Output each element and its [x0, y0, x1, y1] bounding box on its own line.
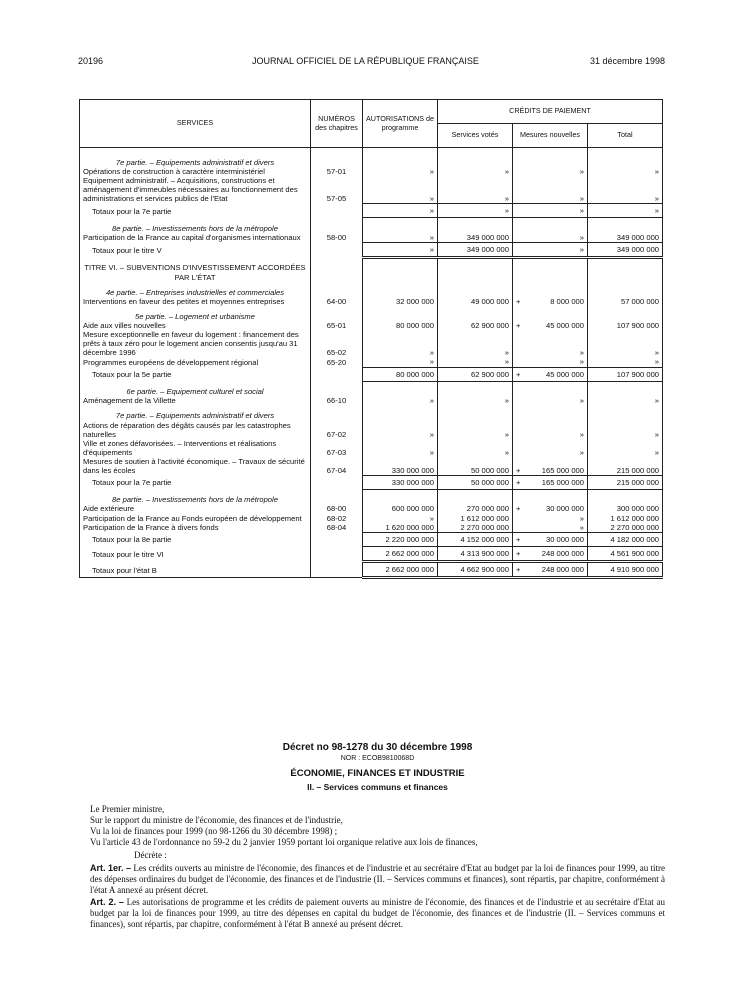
mesures-nouvelles-value — [513, 561, 588, 577]
table-row — [80, 204, 663, 218]
col-header-services: SERVICES — [80, 100, 311, 148]
budget-table — [79, 99, 663, 579]
mesures-nouvelles-value — [513, 532, 588, 546]
table-row — [80, 167, 663, 176]
autorisation-value: » — [363, 396, 438, 405]
services-votes-value: » — [438, 396, 513, 405]
chapter-number — [311, 242, 363, 257]
empty-cell — [438, 306, 513, 321]
empty-cell — [438, 282, 513, 297]
mesures-nouvelles-amount: 165 000 000 — [541, 465, 584, 475]
service-label: Ville et zones défavorisées. – Interventions et réalisations d'équipements — [80, 439, 311, 457]
total-value: 1 612 000 000 — [588, 514, 663, 523]
chapter-number: 67-04 — [311, 457, 363, 475]
services-votes-value: 62 900 000 — [438, 367, 513, 381]
service-label: Equipement administratif. – Acquisitions, constructions et aménagement d'immeubles nécessaires au fonctionnement des administrations et services publics de l'Etat — [80, 176, 311, 203]
mesures-nouvelles-amount: » — [579, 513, 584, 523]
decree-nor: NOR : ECOB9810068D — [340, 755, 415, 762]
mesures-nouvelles-amount: 30 000 000 — [545, 534, 584, 544]
article-1 — [90, 863, 665, 896]
empty-cell — [438, 405, 513, 420]
services-votes-value: » — [438, 176, 513, 203]
table-row — [80, 242, 663, 257]
empty-cell — [513, 306, 588, 321]
decree — [90, 742, 665, 930]
services-votes-value: 4 662 900 000 — [438, 561, 513, 577]
mesures-nouvelles-value — [513, 233, 588, 243]
mesures-nouvelles-value — [513, 204, 588, 218]
total-label: Totaux pour la 7e partie — [80, 204, 311, 218]
journal-title: JOURNAL OFFICIEL DE LA RÉPUBLIQUE FRANÇAISE — [252, 56, 479, 66]
empty-cell — [363, 306, 438, 321]
table-row — [80, 457, 663, 475]
col-header-credits: CRÉDITS DE PAIEMENT — [438, 100, 663, 124]
total-value: » — [588, 330, 663, 357]
autorisation-value: » — [363, 176, 438, 203]
empty-cell — [311, 405, 363, 420]
autorisation-value: » — [363, 357, 438, 367]
service-label: Opérations de construction à caractère interministériel — [80, 167, 311, 176]
empty-cell — [513, 381, 588, 396]
table-row — [80, 561, 663, 577]
chapter-number: 68-04 — [311, 523, 363, 533]
chapter-number: 65-20 — [311, 357, 363, 367]
total-label: Totaux pour la 5e partie — [80, 367, 311, 381]
table-row — [80, 321, 663, 330]
services-votes-value: » — [438, 357, 513, 367]
empty-cell — [588, 381, 663, 396]
services-votes-value: 270 000 000 — [438, 504, 513, 513]
service-label: Aide extérieure — [80, 504, 311, 513]
chapter-number: 58-00 — [311, 233, 363, 243]
total-value: 215 000 000 — [588, 475, 663, 489]
col-header-mesures-nouvelles: Mesures nouvelles — [513, 124, 588, 148]
mesures-nouvelles-value — [513, 421, 588, 439]
empty-cell — [363, 152, 438, 167]
table-row — [80, 233, 663, 243]
service-label: Mesure exceptionnelle en faveur du logement : financement des prêts à taux zéro pour le logement ancien consentis jusqu'au 31 décembre 1996 — [80, 330, 311, 357]
total-value: 349 000 000 — [588, 233, 663, 243]
table-row — [80, 306, 663, 321]
autorisation-value: 330 000 000 — [363, 475, 438, 489]
service-label: Interventions en faveur des petites et moyennes entreprises — [80, 297, 311, 306]
chapter-number: 68-02 — [311, 514, 363, 523]
visa-line: Vu la loi de finances pour 1999 (no 98-1266 du 30 décembre 1998) ; — [90, 825, 338, 836]
chapter-number — [311, 367, 363, 381]
empty-cell — [363, 405, 438, 420]
mesures-nouvelles-value — [513, 546, 588, 561]
chapter-number — [311, 204, 363, 218]
services-votes-value: » — [438, 421, 513, 439]
mesures-nouvelles-value — [513, 321, 588, 330]
autorisation-value: » — [363, 439, 438, 457]
mesures-nouvelles-amount: 248 000 000 — [541, 548, 584, 558]
autorisation-value: 1 620 000 000 — [363, 523, 438, 533]
section-heading: 5e partie. – Logement et urbanisme — [80, 306, 311, 321]
empty-cell — [438, 152, 513, 167]
autorisation-value: » — [363, 514, 438, 523]
empty-cell — [363, 282, 438, 297]
autorisation-value: » — [363, 330, 438, 357]
mesures-nouvelles-value — [513, 439, 588, 457]
mesures-nouvelles-amount: 248 000 000 — [541, 564, 584, 574]
table-row — [80, 367, 663, 381]
table-body — [80, 148, 663, 578]
total-label: Totaux pour le titre V — [80, 242, 311, 257]
mesures-nouvelles-amount: » — [579, 348, 584, 358]
table-row — [80, 514, 663, 523]
empty-cell — [438, 381, 513, 396]
table-row — [80, 439, 663, 457]
empty-cell — [311, 257, 363, 281]
empty-cell — [438, 218, 513, 233]
mesures-nouvelles-value — [513, 396, 588, 405]
services-votes-value: » — [438, 330, 513, 357]
col-header-total: Total — [588, 124, 663, 148]
total-value: » — [588, 357, 663, 367]
services-votes-value: » — [438, 167, 513, 176]
services-votes-value: » — [438, 439, 513, 457]
services-votes-value: 49 000 000 — [438, 297, 513, 306]
empty-cell — [311, 282, 363, 297]
empty-cell — [311, 152, 363, 167]
mesures-nouvelles-amount: 45 000 000 — [545, 321, 584, 331]
article-1-text: Les crédits ouverts au ministre de l'économie, des finances et de l'industrie et au secrétaire d'Etat au budget par la loi de finances pour 1999, au titre des dépenses ordinaires du budget de l'économie, des finances et de l'industrie (II. – Services communs et finances), sont répartis, par chapitre, conformément à l'état A annexé au présent décret. — [90, 862, 665, 895]
total-value: » — [588, 396, 663, 405]
visa-line: Vu l'article 43 de l'ordonnance no 59-2 du 2 janvier 1959 portant loi organique relative aux lois de finances, — [90, 836, 478, 847]
section-heading: 8e partie. – Investissements hors de la métropole — [80, 489, 311, 504]
service-label: Participation de la France à divers fonds — [80, 523, 311, 533]
chapter-number — [311, 475, 363, 489]
plus-sign: + — [516, 321, 521, 331]
table-row — [80, 546, 663, 561]
plus-sign: + — [516, 504, 521, 514]
mesures-nouvelles-value — [513, 357, 588, 367]
service-label: Programmes européens de développement régional — [80, 357, 311, 367]
mesures-nouvelles-amount: » — [579, 193, 584, 203]
table-row — [80, 257, 663, 281]
plus-sign: + — [516, 534, 521, 544]
empty-cell — [588, 282, 663, 297]
ministry-subtitle: II. – Services communs et finances — [307, 782, 448, 792]
total-value: 107 900 000 — [588, 321, 663, 330]
section-heading: 7e partie. – Equipements administratif et divers — [80, 405, 311, 420]
table-row — [80, 523, 663, 533]
services-votes-value: 349 000 000 — [438, 233, 513, 243]
autorisation-value: 80 000 000 — [363, 367, 438, 381]
services-votes-value: 4 313 900 000 — [438, 546, 513, 561]
table-row — [80, 381, 663, 396]
services-votes-value: 349 000 000 — [438, 242, 513, 257]
mesures-nouvelles-amount: 45 000 000 — [545, 369, 584, 379]
total-value: » — [588, 167, 663, 176]
mesures-nouvelles-value — [513, 523, 588, 533]
total-value: 2 270 000 000 — [588, 523, 663, 533]
empty-cell — [588, 405, 663, 420]
decrete-line: Décrète : — [134, 849, 167, 860]
table-row — [80, 421, 663, 439]
service-label: Mesures de soutien à l'activité économique. – Travaux de sécurité dans les écoles — [80, 457, 311, 475]
mesures-nouvelles-value — [513, 176, 588, 203]
mesures-nouvelles-value — [513, 242, 588, 257]
article-2-text: Les autorisations de programme et les crédits de paiement ouverts au ministre de l'économie, des finances et de l'industrie et au secrétaire d'Etat au budget par la loi de finances pour 1999, au titre des dépenses en capital du budget de l'économie, des finances et de l'industrie (II. – Services communs et finances), sont répartis, par chapitre, conformément à l'état B annexé au présent décret. — [90, 896, 665, 929]
service-label: Actions de réparation des dégâts causés par les catastrophes naturelles — [80, 421, 311, 439]
chapter-number: 68-00 — [311, 504, 363, 513]
empty-cell — [513, 489, 588, 504]
service-label: Participation de la France au Fonds européen de développement — [80, 514, 311, 523]
article-2 — [90, 897, 665, 930]
col-header-chapitres: NUMÉROS des chapitres — [311, 100, 363, 148]
mesures-nouvelles-amount: 165 000 000 — [541, 477, 584, 487]
chapter-number: 66-10 — [311, 396, 363, 405]
chapter-number: 57-05 — [311, 176, 363, 203]
chapter-number: 64-00 — [311, 297, 363, 306]
issue-date: 31 décembre 1998 — [589, 56, 665, 66]
page-number: 20196 — [78, 56, 104, 66]
mesures-nouvelles-value — [513, 514, 588, 523]
mesures-nouvelles-value — [513, 475, 588, 489]
visa-line: Le Premier ministre, — [90, 804, 165, 814]
mesures-nouvelles-amount: » — [579, 429, 584, 439]
autorisation-value: 600 000 000 — [363, 504, 438, 513]
mesures-nouvelles-value — [513, 167, 588, 176]
empty-cell — [363, 218, 438, 233]
chapter-number — [311, 546, 363, 561]
empty-cell — [311, 218, 363, 233]
services-votes-value: » — [438, 204, 513, 218]
mesures-nouvelles-amount: » — [579, 522, 584, 532]
table-row — [80, 297, 663, 306]
table-row — [80, 405, 663, 420]
empty-cell — [588, 306, 663, 321]
table-row — [80, 396, 663, 405]
autorisation-value: » — [363, 233, 438, 243]
mesures-nouvelles-amount: 8 000 000 — [550, 296, 584, 306]
mesures-nouvelles-amount: » — [579, 396, 584, 406]
autorisation-value: 330 000 000 — [363, 457, 438, 475]
plus-sign: + — [516, 564, 521, 574]
mesures-nouvelles-value — [513, 504, 588, 513]
total-label: Totaux pour l'état B — [80, 561, 311, 577]
empty-cell — [438, 257, 513, 281]
total-value: 4 910 900 000 — [588, 561, 663, 577]
total-value: » — [588, 421, 663, 439]
chapter-number: 67-02 — [311, 421, 363, 439]
empty-cell — [363, 381, 438, 396]
chapter-number — [311, 561, 363, 577]
total-value: 4 561 900 000 — [588, 546, 663, 561]
visas — [90, 804, 665, 848]
mesures-nouvelles-amount: 30 000 000 — [545, 504, 584, 514]
total-value: 300 000 000 — [588, 504, 663, 513]
total-value: 4 182 000 000 — [588, 532, 663, 546]
visa-line: Sur le rapport du ministre de l'économie, des finances et de l'industrie, — [90, 814, 343, 825]
mesures-nouvelles-value — [513, 330, 588, 357]
plus-sign: + — [516, 477, 521, 487]
mesures-nouvelles-value — [513, 297, 588, 306]
chapter-number: 65-02 — [311, 330, 363, 357]
empty-cell — [588, 218, 663, 233]
autorisation-value: » — [363, 167, 438, 176]
total-label: Totaux pour la 8e partie — [80, 532, 311, 546]
total-value: 215 000 000 — [588, 457, 663, 475]
autorisation-value: 80 000 000 — [363, 321, 438, 330]
empty-cell — [513, 218, 588, 233]
services-votes-value: 50 000 000 — [438, 475, 513, 489]
article-2-label: Art. 2. – — [90, 896, 124, 907]
autorisation-value: 2 662 000 000 — [363, 546, 438, 561]
mesures-nouvelles-amount: » — [579, 167, 584, 177]
section-heading: 8e partie. – Investissements hors de la métropole — [80, 218, 311, 233]
section-heading: 4e partie. – Entreprises industrielles et commerciales — [80, 282, 311, 297]
col-header-autorisations: AUTORISATIONS de programme — [363, 100, 438, 148]
table-row — [80, 218, 663, 233]
services-votes-value: 1 612 000 000 — [438, 514, 513, 523]
empty-cell — [588, 257, 663, 281]
chapter-number: 57-01 — [311, 167, 363, 176]
decree-title: Décret no 98-1278 du 30 décembre 1998 — [282, 742, 473, 753]
service-label: Aide aux villes nouvelles — [80, 321, 311, 330]
table-row — [80, 357, 663, 367]
plus-sign: + — [516, 465, 521, 475]
table-row — [80, 475, 663, 489]
services-votes-value: 50 000 000 — [438, 457, 513, 475]
autorisation-value: 2 220 000 000 — [363, 532, 438, 546]
article-1-label: Art. 1er. – — [90, 862, 132, 873]
total-value: » — [588, 176, 663, 203]
table-row — [80, 504, 663, 513]
mesures-nouvelles-amount: » — [579, 357, 584, 367]
services-votes-value: 2 270 000 000 — [438, 523, 513, 533]
empty-cell — [311, 381, 363, 396]
autorisation-value: 2 662 000 000 — [363, 561, 438, 577]
plus-sign: + — [516, 296, 521, 306]
table-row — [80, 152, 663, 167]
autorisation-value: » — [363, 204, 438, 218]
empty-cell — [588, 152, 663, 167]
total-value: 349 000 000 — [588, 242, 663, 257]
section-heading: 6e partie. – Equipement culturel et social — [80, 381, 311, 396]
chapter-number — [311, 532, 363, 546]
empty-cell — [513, 282, 588, 297]
section-heading: 7e partie. – Equipements administratif et divers — [80, 152, 311, 167]
chapter-number: 65-01 — [311, 321, 363, 330]
table-row — [80, 282, 663, 297]
autorisation-value: 32 000 000 — [363, 297, 438, 306]
total-value: » — [588, 204, 663, 218]
empty-cell — [311, 489, 363, 504]
total-value: 57 000 000 — [588, 297, 663, 306]
empty-cell — [363, 257, 438, 281]
autorisation-value: » — [363, 242, 438, 257]
ministry-heading: ÉCONOMIE, FINANCES ET INDUSTRIE — [290, 768, 465, 779]
mesures-nouvelles-amount: » — [579, 447, 584, 457]
empty-cell — [438, 489, 513, 504]
empty-cell — [588, 489, 663, 504]
table-row — [80, 489, 663, 504]
table-row — [80, 532, 663, 546]
autorisation-value: » — [363, 421, 438, 439]
total-value: » — [588, 439, 663, 457]
mesures-nouvelles-value — [513, 457, 588, 475]
service-label: Participation de la France au capital d'organismes internationaux — [80, 233, 311, 243]
plus-sign: + — [516, 548, 521, 558]
total-label: Totaux pour le titre VI — [80, 546, 311, 561]
empty-cell — [513, 257, 588, 281]
title-heading: TITRE VI. – SUBVENTIONS D'INVESTISSEMENT ACCORDÉES PAR L'ÉTAT — [80, 257, 311, 281]
mesures-nouvelles-amount: » — [579, 206, 584, 216]
mesures-nouvelles-amount: » — [579, 232, 584, 242]
table-row — [80, 176, 663, 203]
empty-cell — [513, 152, 588, 167]
mesures-nouvelles-amount: » — [579, 244, 584, 254]
service-label: Aménagement de la Villette — [80, 396, 311, 405]
services-votes-value: 4 152 000 000 — [438, 532, 513, 546]
empty-cell — [513, 405, 588, 420]
empty-cell — [311, 306, 363, 321]
total-value: 107 900 000 — [588, 367, 663, 381]
empty-cell — [363, 489, 438, 504]
mesures-nouvelles-value — [513, 367, 588, 381]
services-votes-value: 62 900 000 — [438, 321, 513, 330]
chapter-number: 67-03 — [311, 439, 363, 457]
total-label: Totaux pour la 7e partie — [80, 475, 311, 489]
col-header-services-votes: Services votés — [438, 124, 513, 148]
table-row — [80, 330, 663, 357]
plus-sign: + — [516, 369, 521, 379]
